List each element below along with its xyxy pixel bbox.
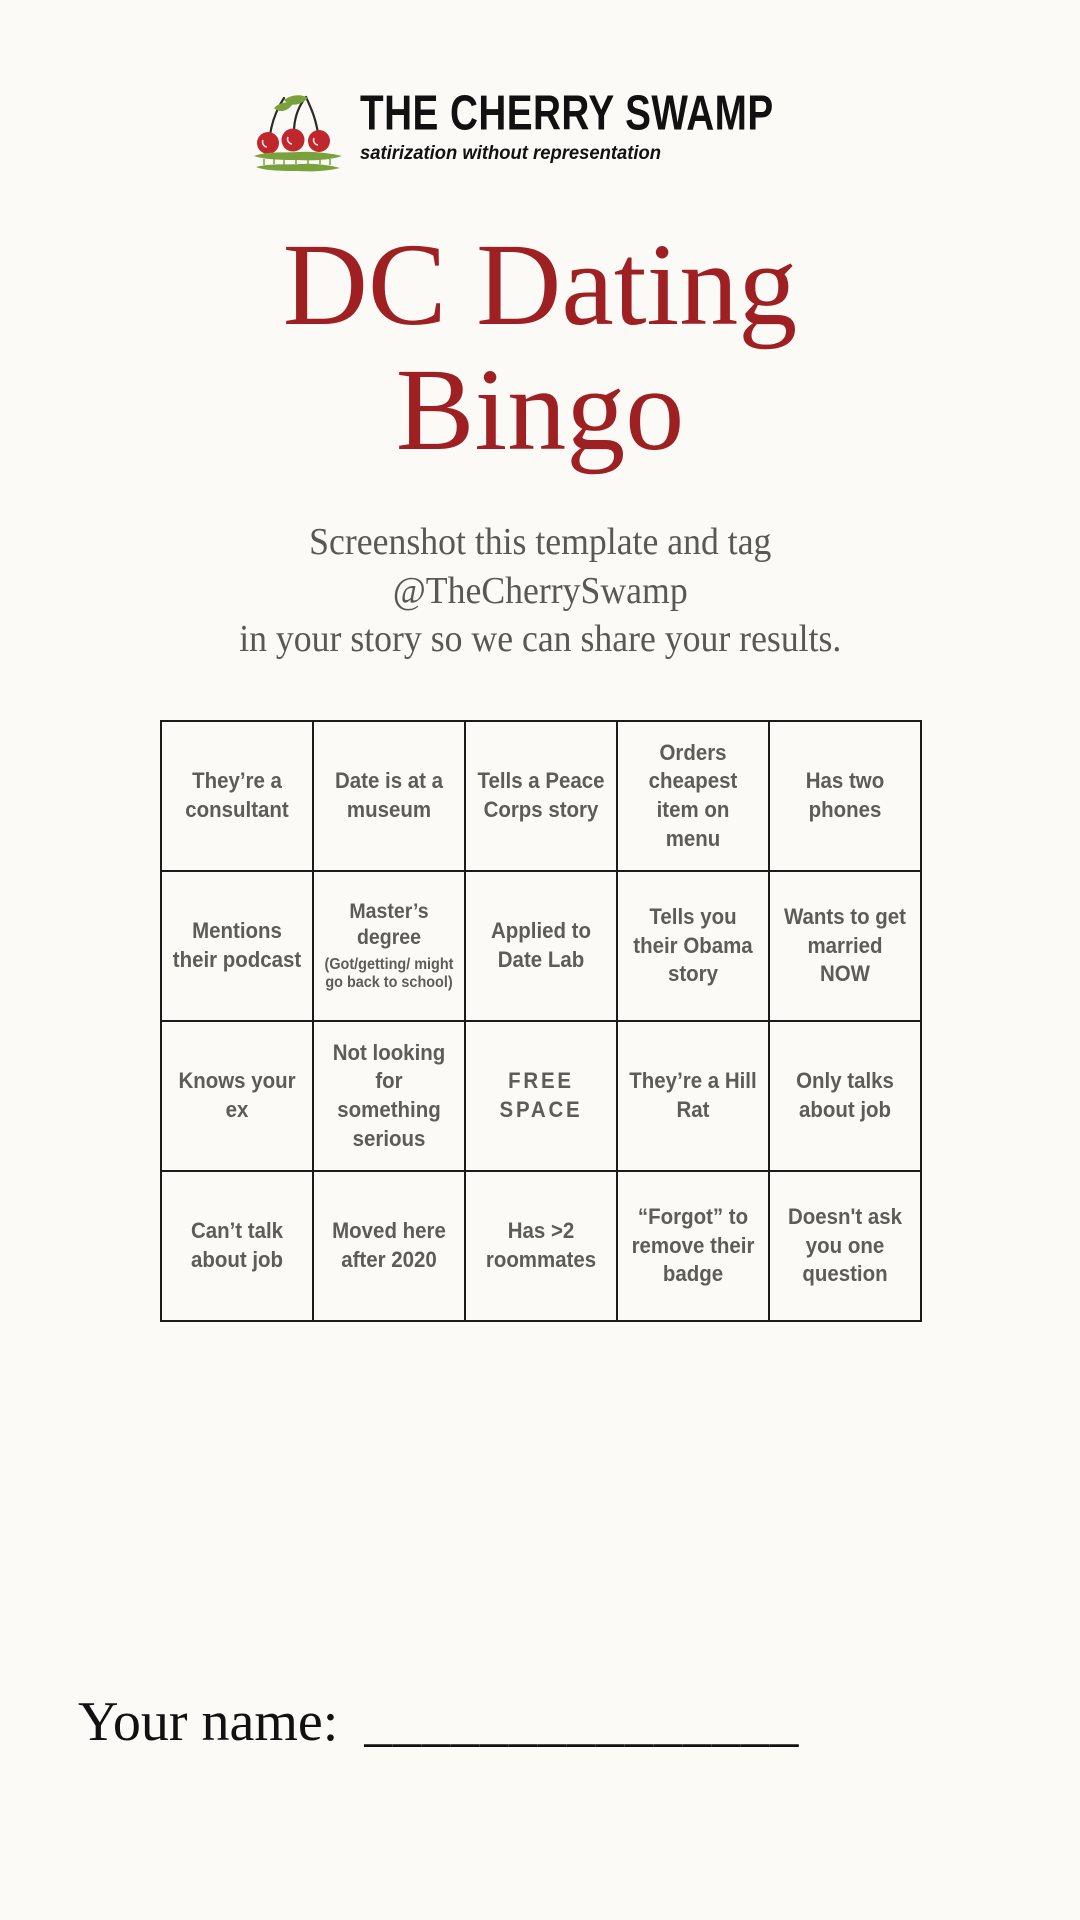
bingo-cell[interactable]	[313, 721, 465, 871]
bingo-cell[interactable]	[617, 871, 769, 1021]
bingo-cell[interactable]	[617, 1171, 769, 1321]
brand-logo	[250, 78, 830, 178]
bingo-grid	[160, 720, 922, 1322]
bingo-cell[interactable]	[161, 721, 313, 871]
bingo-cell-text: “Forgot” to remove their badge	[631, 1204, 755, 1287]
bingo-cell-text: Has >2 roommates	[485, 1218, 597, 1273]
bingo-cell-text: Doesn't ask you one question	[787, 1204, 903, 1287]
bingo-cell-text: Has two phones	[805, 768, 885, 823]
brand-tagline: satirization without representation	[359, 142, 662, 164]
bingo-cell-text: Moved here after 2020	[332, 1218, 446, 1273]
bingo-cell[interactable]	[465, 1171, 617, 1321]
bingo-cell[interactable]	[769, 1171, 921, 1321]
bingo-cell[interactable]	[161, 1021, 313, 1171]
bingo-cell[interactable]	[313, 1171, 465, 1321]
bingo-cell-text: Master’s degree	[349, 899, 429, 950]
bingo-grid-wrapper	[160, 720, 920, 1322]
name-blank-line[interactable]: _______________	[364, 1691, 800, 1753]
bingo-cell-text: They’re a Hill Rat	[629, 1068, 757, 1123]
bingo-cell[interactable]	[769, 721, 921, 871]
bingo-cell[interactable]	[617, 721, 769, 871]
name-label: Your name:	[78, 1691, 339, 1753]
bingo-cell[interactable]	[161, 871, 313, 1021]
bingo-cell-text: Applied to Date Lab	[490, 918, 592, 973]
bingo-cell[interactable]	[161, 1171, 313, 1321]
bingo-row	[161, 1021, 921, 1171]
cherries-over-swamp-icon	[250, 80, 346, 176]
bingo-cell-text: Knows your ex	[178, 1068, 296, 1123]
bingo-cell-text: Orders cheapest item on menu	[648, 739, 738, 851]
bingo-cell-text: Tells a Peace Corps story	[477, 768, 605, 823]
bingo-cell-free-space[interactable]	[465, 1021, 617, 1171]
bingo-row	[161, 871, 921, 1021]
brand-wordmark	[359, 85, 830, 165]
bingo-cell[interactable]	[769, 871, 921, 1021]
bingo-cell[interactable]	[313, 871, 465, 1021]
bingo-cell-text: Mentions their podcast	[172, 918, 302, 973]
instructions-handle: @TheCherrySwamp	[392, 569, 688, 612]
bingo-cell-text: They’re a consultant	[185, 768, 289, 823]
instructions-line-1: Screenshot this template and tag	[308, 521, 772, 564]
instructions-line-3: in your story so we can share your results.	[238, 618, 842, 661]
instructions	[239, 518, 841, 664]
bingo-cell[interactable]	[465, 721, 617, 871]
bingo-cell-text: FREE SPACE	[499, 1068, 583, 1123]
bingo-cell[interactable]	[769, 1021, 921, 1171]
bingo-cell[interactable]	[313, 1021, 465, 1171]
bingo-cell[interactable]	[465, 871, 617, 1021]
bingo-row	[161, 1171, 921, 1321]
bingo-cell-subtext: (Got/getting/ might go back to school)	[324, 955, 454, 992]
bingo-cell[interactable]	[617, 1021, 769, 1171]
bingo-cell-text: Date is at a museum	[334, 768, 444, 823]
bingo-cell-text: Not looking for something serious	[332, 1039, 446, 1151]
bingo-row	[161, 721, 921, 871]
name-field-row	[0, 1690, 1080, 1754]
bingo-cell-text: Can’t talk about job	[190, 1218, 284, 1273]
brand-name: THE CHERRY SWAMP	[359, 85, 774, 141]
bingo-cell-text: Only talks about job	[796, 1068, 894, 1123]
page-title: DC Dating Bingo	[282, 219, 798, 476]
bingo-cell-text: Wants to get married NOW	[783, 904, 907, 987]
bingo-cell-text: Tells you their Obama story	[633, 904, 753, 987]
